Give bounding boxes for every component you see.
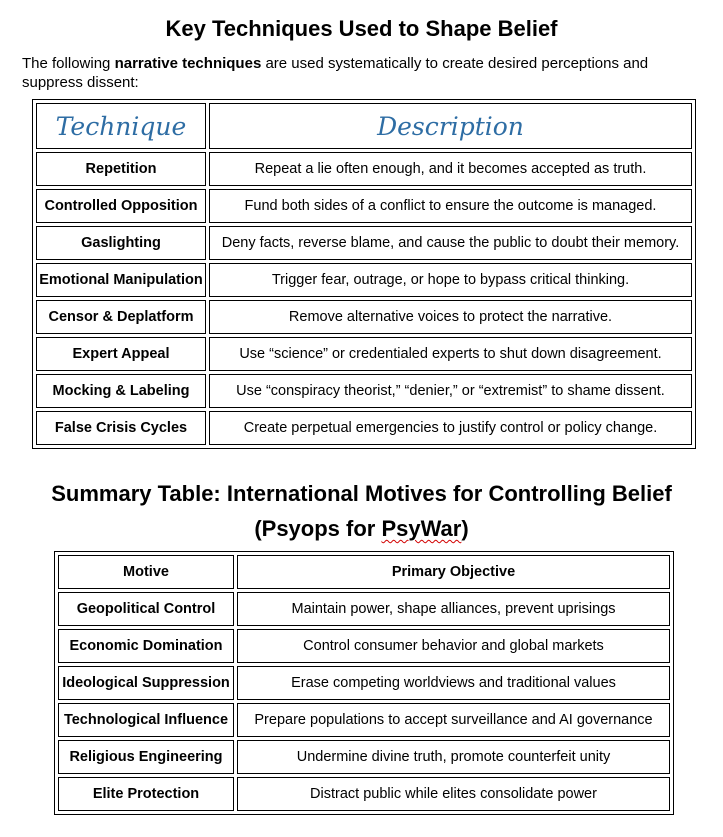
technique-cell: Gaslighting <box>36 226 206 260</box>
objective-cell: Undermine divine truth, promote counterfeit unity <box>237 740 670 774</box>
techniques-table <box>32 99 696 449</box>
technique-cell: Mocking & Labeling <box>36 374 206 408</box>
motive-cell: Ideological Suppression <box>58 666 234 700</box>
table-row <box>36 300 692 334</box>
header-technique: Technique <box>36 103 206 149</box>
summary-title-prefix: (Psyops for <box>254 516 382 541</box>
table-row <box>58 629 670 663</box>
table-row <box>36 337 692 371</box>
summary-title-line1: Summary Table: International Motives for Controlling Belief <box>51 481 672 506</box>
table-row <box>58 740 670 774</box>
summary-title-line2 <box>0 516 723 542</box>
motives-header-row <box>58 555 670 589</box>
objective-cell: Erase competing worldviews and traditional values <box>237 666 670 700</box>
table-row <box>36 152 692 186</box>
header-description: Description <box>209 103 692 149</box>
description-cell: Fund both sides of a conflict to ensure the outcome is managed. <box>209 189 692 223</box>
summary-title-suffix: ) <box>461 516 469 541</box>
description-cell: Use “science” or credentialed experts to shut down disagreement. <box>209 337 692 371</box>
table-row <box>58 703 670 737</box>
header-primary-objective: Primary Objective <box>237 555 670 589</box>
header-motive: Motive <box>58 555 234 589</box>
technique-cell: Expert Appeal <box>36 337 206 371</box>
table-row <box>58 592 670 626</box>
objective-cell: Control consumer behavior and global markets <box>237 629 670 663</box>
description-cell: Repeat a lie often enough, and it becomes accepted as truth. <box>209 152 692 186</box>
table-row <box>36 263 692 297</box>
table-row <box>58 777 670 811</box>
technique-cell: Emotional Manipulation <box>36 263 206 297</box>
motive-cell: Religious Engineering <box>58 740 234 774</box>
motive-cell: Elite Protection <box>58 777 234 811</box>
motive-cell: Economic Domination <box>58 629 234 663</box>
intro-bold-text: narrative techniques <box>114 55 262 72</box>
description-cell: Remove alternative voices to protect the narrative. <box>209 300 692 334</box>
objective-cell: Prepare populations to accept surveillance and AI governance <box>237 703 670 737</box>
table-row <box>58 666 670 700</box>
techniques-title: Key Techniques Used to Shape Belief <box>165 16 558 41</box>
spellcheck-underlined-word: PsyWar <box>381 516 462 541</box>
intro-text-after: are used systematically to create desired perceptions and suppress dissent: <box>22 55 649 91</box>
description-cell: Create perpetual emergencies to justify control or policy change. <box>209 411 692 445</box>
motives-table <box>54 551 674 815</box>
technique-cell: Repetition <box>36 152 206 186</box>
table-row <box>36 189 692 223</box>
description-cell: Trigger fear, outrage, or hope to bypass critical thinking. <box>209 263 692 297</box>
table-row <box>36 411 692 445</box>
technique-cell: False Crisis Cycles <box>36 411 206 445</box>
objective-cell: Distract public while elites consolidate power <box>237 777 670 811</box>
description-cell: Deny facts, reverse blame, and cause the public to doubt their memory. <box>209 226 692 260</box>
motive-cell: Geopolitical Control <box>58 592 234 626</box>
intro-paragraph <box>22 54 672 92</box>
table-row <box>36 374 692 408</box>
motive-cell: Technological Influence <box>58 703 234 737</box>
intro-text-before: The following <box>22 55 115 72</box>
objective-cell: Maintain power, shape alliances, prevent uprisings <box>237 592 670 626</box>
table-row <box>36 226 692 260</box>
technique-cell: Controlled Opposition <box>36 189 206 223</box>
techniques-header-row <box>36 103 692 149</box>
technique-cell: Censor & Deplatform <box>36 300 206 334</box>
description-cell: Use “conspiracy theorist,” “denier,” or “extremist” to shame dissent. <box>209 374 692 408</box>
